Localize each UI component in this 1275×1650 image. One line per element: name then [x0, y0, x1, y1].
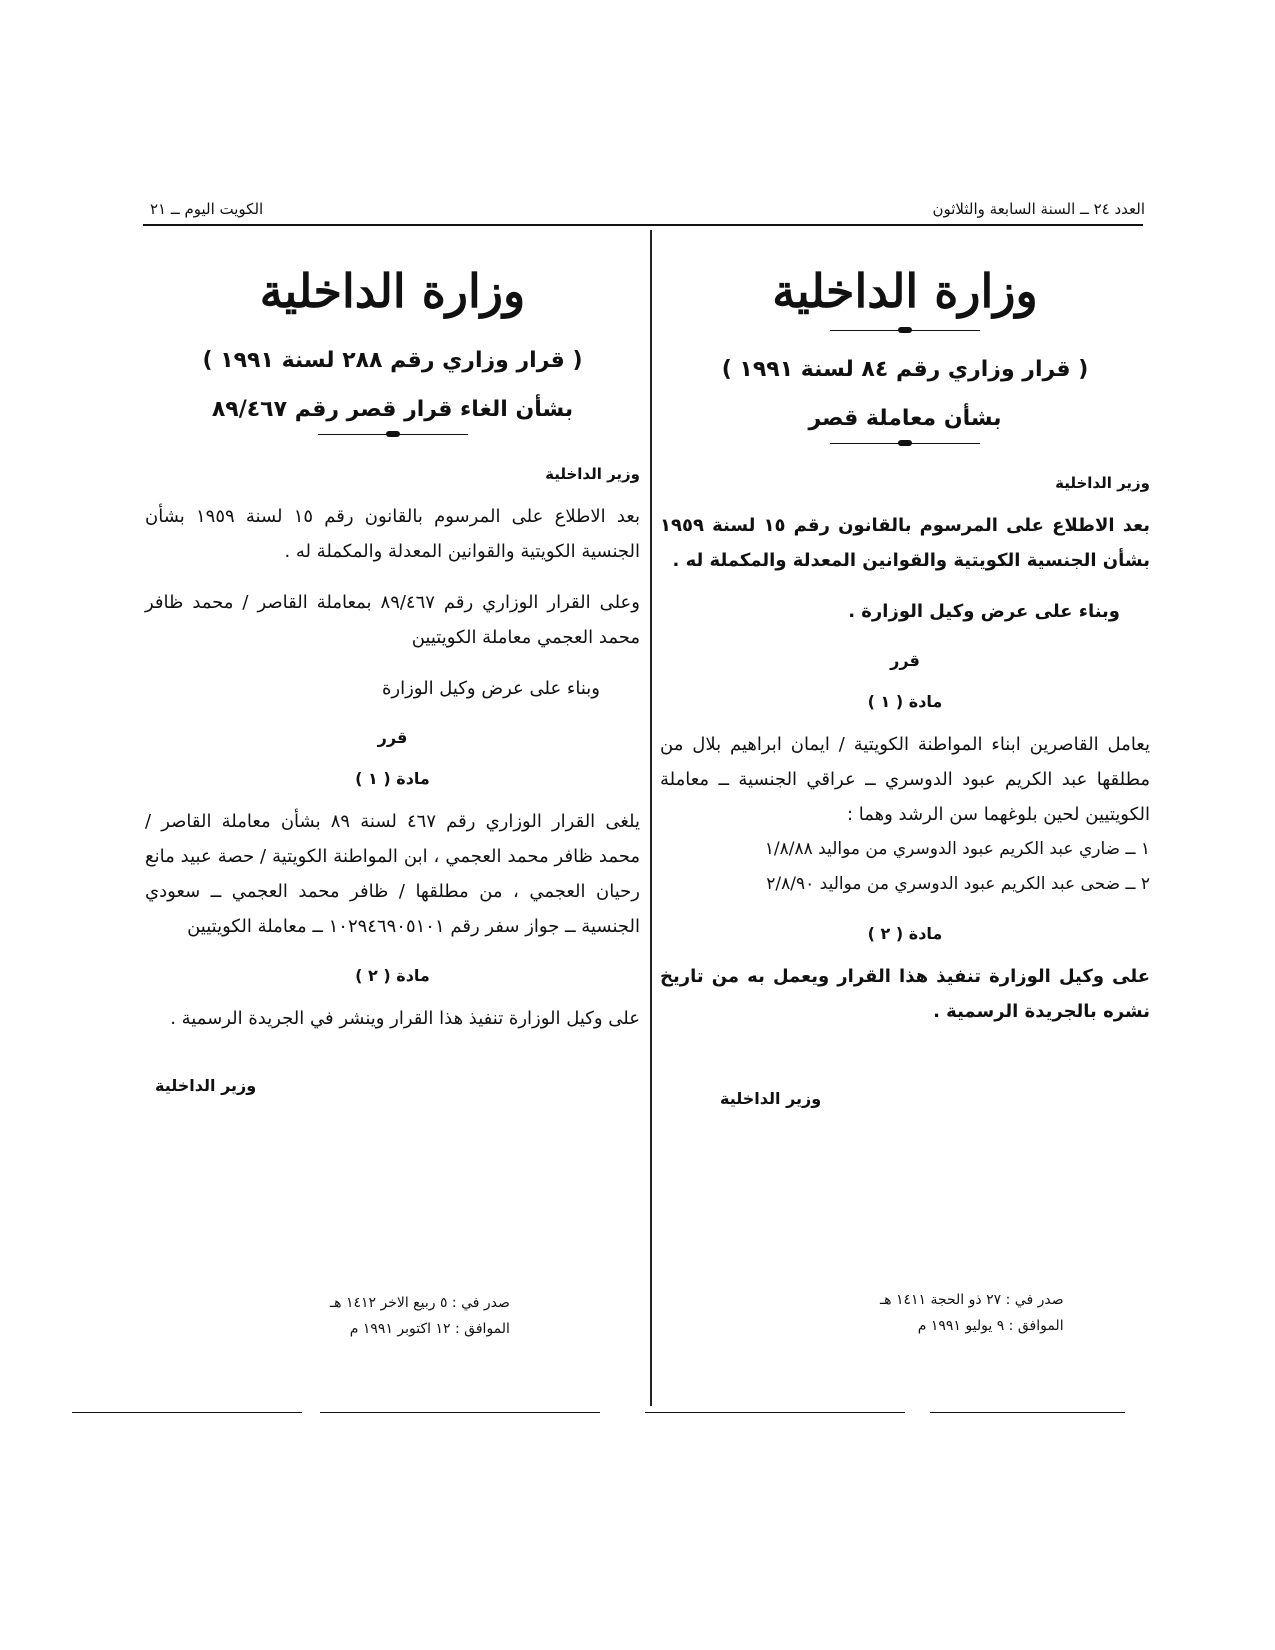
list-item: ٢ ــ ضحى عبد الكريم عبود الدوسري من مواليد ٢/٨/٩٠: [766, 874, 1150, 894]
minister-signature: وزير الداخلية: [155, 1076, 257, 1095]
decree-84-column: [660, 232, 1150, 1108]
column-divider: [650, 230, 652, 1406]
footer-rule: [645, 1412, 905, 1413]
decree-288-column: [145, 232, 640, 1095]
header-page-info: الكويت اليوم ــ ٢١: [150, 200, 264, 218]
decree-title: ( قرار وزاري رقم ٢٨٨ لسنة ١٩٩١ ): [202, 348, 583, 373]
minister-signature: وزير الداخلية: [720, 1089, 822, 1108]
header-rule: [143, 224, 1143, 226]
ministry-title: وزارة الداخلية: [259, 264, 526, 318]
decided-heading: قرر: [890, 651, 920, 670]
footer-rule: [320, 1412, 600, 1413]
issued-gregorian-date: الموافق : ١٢ اكتوبر ١٩٩١ م: [349, 1321, 510, 1337]
article-heading: مادة ( ٢ ): [355, 966, 430, 985]
preamble-paragraph: وبناء على عرض وكيل الوزارة .: [848, 601, 1120, 622]
article-heading: مادة ( ٢ ): [867, 924, 943, 943]
footer-rule: [72, 1412, 302, 1413]
ornament-divider: [830, 330, 980, 331]
preamble-paragraph: وبناء على عرض وكيل الوزارة: [381, 678, 600, 699]
article-text: على وكيل الوزارة تنفيذ هذا القرار ويعمل به من تاريخ نشره بالجريدة الرسمية .: [660, 966, 1150, 1022]
article-text: يعامل القاصرين ابناء المواطنة الكويتية / ايمان ابراهيم بلال من مطلقها عبد الكريم عبود الدوسري ــ عراقي الجنسية ــ معاملة الكويتيين لحين بلوغهما سن الرشد وهما :: [660, 734, 1150, 825]
decided-heading: قرر: [377, 728, 408, 747]
issued-gregorian-date: الموافق : ٩ يوليو ١٩٩١ م: [917, 1318, 1064, 1334]
list-item: ١ ــ ضاري عبد الكريم عبود الدوسري من مواليد ١/٨/٨٨: [764, 839, 1150, 859]
preamble-paragraph: بعد الاطلاع على المرسوم بالقانون رقم ١٥ لسنة ١٩٥٩ بشأن الجنسية الكويتية والقوانين المعدلة والمكملة له .: [145, 506, 641, 562]
ministry-title: وزارة الداخلية: [772, 264, 1038, 318]
article-text: يلغى القرار الوزاري رقم ٤٦٧ لسنة ٨٩ بشأن معاملة القاصر / محمد ظافر محمد العجمي ، ابن المواطنة الكويتية / حصة عبيد مانع رحيان العجمي ، من مطلقها / ظافر محمد العجمي ــ سعودي الجنسية ــ جواز سفر رقم ١٠٢٩٤٦٩٠٥١٠١ ــ معاملة الكويتيين: [145, 811, 640, 937]
preamble-paragraph: وعلى القرار الوزاري رقم ٨٩/٤٦٧ بمعاملة القاصر / محمد ظافر محمد العجمي معاملة الكويتيين: [145, 592, 640, 648]
signer-heading: وزير الداخلية: [1055, 474, 1150, 492]
issued-hijri-date: صدر في : ٢٧ ذو الحجة ١٤١١ هـ: [880, 1292, 1064, 1308]
signer-heading: وزير الداخلية: [545, 465, 640, 483]
ornament-divider: [830, 443, 980, 444]
preamble-paragraph: بعد الاطلاع على المرسوم بالقانون رقم ١٥ لسنة ١٩٥٩ بشأن الجنسية الكويتية والقوانين المعدلة والمكملة له .: [660, 515, 1151, 571]
article-heading: مادة ( ١ ): [867, 692, 943, 711]
article-text: على وكيل الوزارة تنفيذ هذا القرار وينشر في الجريدة الرسمية .: [170, 1008, 640, 1029]
decree-title: ( قرار وزاري رقم ٨٤ لسنة ١٩٩١ ): [721, 357, 1089, 382]
header-issue-info: العدد ٢٤ ــ السنة السابعة والثلاثون: [932, 200, 1145, 218]
issue-date-block: [330, 1290, 510, 1342]
article-heading: مادة ( ١ ): [355, 769, 430, 788]
issued-hijri-date: صدر في : ٥ ربيع الاخر ١٤١٢ هـ: [330, 1295, 510, 1311]
footer-rule: [930, 1412, 1125, 1413]
issue-date-block: [880, 1287, 1064, 1339]
ornament-divider: [318, 434, 468, 435]
decree-subject: بشأن الغاء قرار قصر رقم ٨٩/٤٦٧: [211, 397, 574, 422]
decree-subject: بشأن معاملة قصر: [808, 406, 1002, 431]
